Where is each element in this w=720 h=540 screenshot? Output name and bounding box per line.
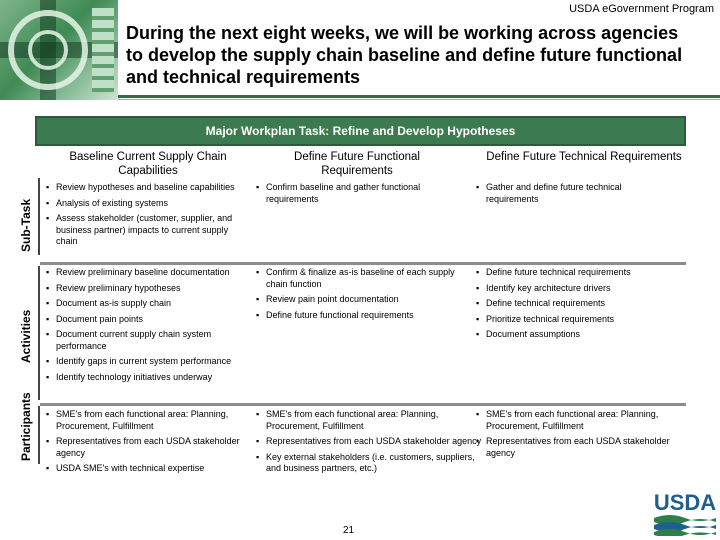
activities-cell-functional bbox=[256, 267, 456, 325]
list-item: ▪ Document pain points bbox=[46, 314, 251, 326]
subtask-cell-functional bbox=[256, 182, 456, 209]
list-item: ▪ Document assumptions bbox=[476, 329, 676, 341]
column-header-baseline: Baseline Current Supply Chain Capabilities bbox=[69, 151, 227, 177]
row-separator bbox=[40, 262, 686, 265]
row-divider-participants bbox=[38, 406, 40, 464]
activities-cell-technical bbox=[476, 267, 676, 345]
list-item: ▪ Prioritize technical requirements bbox=[476, 314, 676, 326]
row-divider-activities bbox=[38, 266, 40, 400]
participants-cell-functional bbox=[256, 409, 486, 479]
list-item: ▪ Define technical requirements bbox=[476, 298, 676, 310]
list-item: ▪ Define future technical requirements bbox=[476, 267, 676, 279]
list-item: ▪ Analysis of existing systems bbox=[46, 198, 251, 210]
list-item: ▪ Gather and define future technical requirements bbox=[476, 182, 676, 205]
row-separator bbox=[40, 403, 686, 406]
subtask-cell-technical bbox=[476, 182, 676, 209]
usda-logo bbox=[652, 488, 718, 536]
list-item: ▪ Key external stakeholders (i.e. customers, suppliers, and business partners, etc.) bbox=[256, 452, 486, 475]
header-divider-thin bbox=[118, 99, 720, 100]
list-item: ▪ SME's from each functional area: Planning, Procurement, Fulfillment bbox=[46, 409, 251, 432]
list-item: ▪ Document as-is supply chain bbox=[46, 298, 251, 310]
slide-headline: During the next eight weeks, we will be working across agencies to develop the supply chain baseline and define future functional and technical requirements bbox=[126, 23, 683, 87]
list-item: ▪ SME's from each functional area: Planning, Procurement, Fulfillment bbox=[256, 409, 486, 432]
list-item: ▪ Review hypotheses and baseline capabilities bbox=[46, 182, 251, 194]
list-item: ▪ Representatives from each USDA stakeholder agency bbox=[256, 436, 486, 448]
row-label-participants: Participants bbox=[19, 392, 33, 461]
column-header-technical: Define Future Technical Requirements bbox=[486, 151, 682, 163]
list-item: ▪ Review preliminary baseline documentation bbox=[46, 267, 251, 279]
list-item: ▪ Representatives from each USDA stakeholder agency bbox=[476, 436, 676, 459]
header-art-image bbox=[0, 0, 118, 100]
list-item: ▪ Identify gaps in current system performance bbox=[46, 356, 251, 368]
svg-text:USDA: USDA bbox=[653, 490, 717, 515]
list-item: ▪ Assess stakeholder (customer, supplier, and business partner) impacts to current supply chain bbox=[46, 213, 251, 248]
row-label-subtask: Sub-Task bbox=[19, 198, 33, 252]
list-item: ▪ Review preliminary hypotheses bbox=[46, 283, 251, 295]
row-divider-subtask bbox=[38, 178, 40, 255]
participants-cell-technical bbox=[476, 409, 676, 463]
page-number: 21 bbox=[343, 525, 355, 536]
header-divider bbox=[118, 95, 720, 98]
list-item: ▪ SME's from each functional area: Planning, Procurement, Fulfillment bbox=[476, 409, 676, 432]
list-item: ▪ Review pain point documentation bbox=[256, 294, 456, 306]
row-label-activities: Activities bbox=[19, 309, 33, 363]
list-item: ▪ Identify key architecture drivers bbox=[476, 283, 676, 295]
list-item: ▪ Representatives from each USDA stakeholder agency bbox=[46, 436, 251, 459]
column-header-functional: Define Future Functional Requirements bbox=[294, 151, 420, 177]
subtask-cell-baseline bbox=[46, 182, 251, 252]
list-item: ▪ Define future functional requirements bbox=[256, 310, 456, 322]
task-bar: Major Workplan Task: Refine and Develop Hypotheses bbox=[35, 116, 686, 146]
list-item: ▪ USDA SME's with technical expertise bbox=[46, 463, 251, 475]
activities-cell-baseline bbox=[46, 267, 251, 387]
program-label: USDA eGovernment Program bbox=[569, 3, 714, 15]
list-item: ▪ Document current supply chain system performance bbox=[46, 329, 251, 352]
list-item: ▪ Confirm baseline and gather functional requirements bbox=[256, 182, 456, 205]
list-item: ▪ Identify technology initiatives underway bbox=[46, 372, 251, 384]
participants-cell-baseline bbox=[46, 409, 251, 479]
list-item: ▪ Confirm & finalize as-is baseline of each supply chain function bbox=[256, 267, 456, 290]
